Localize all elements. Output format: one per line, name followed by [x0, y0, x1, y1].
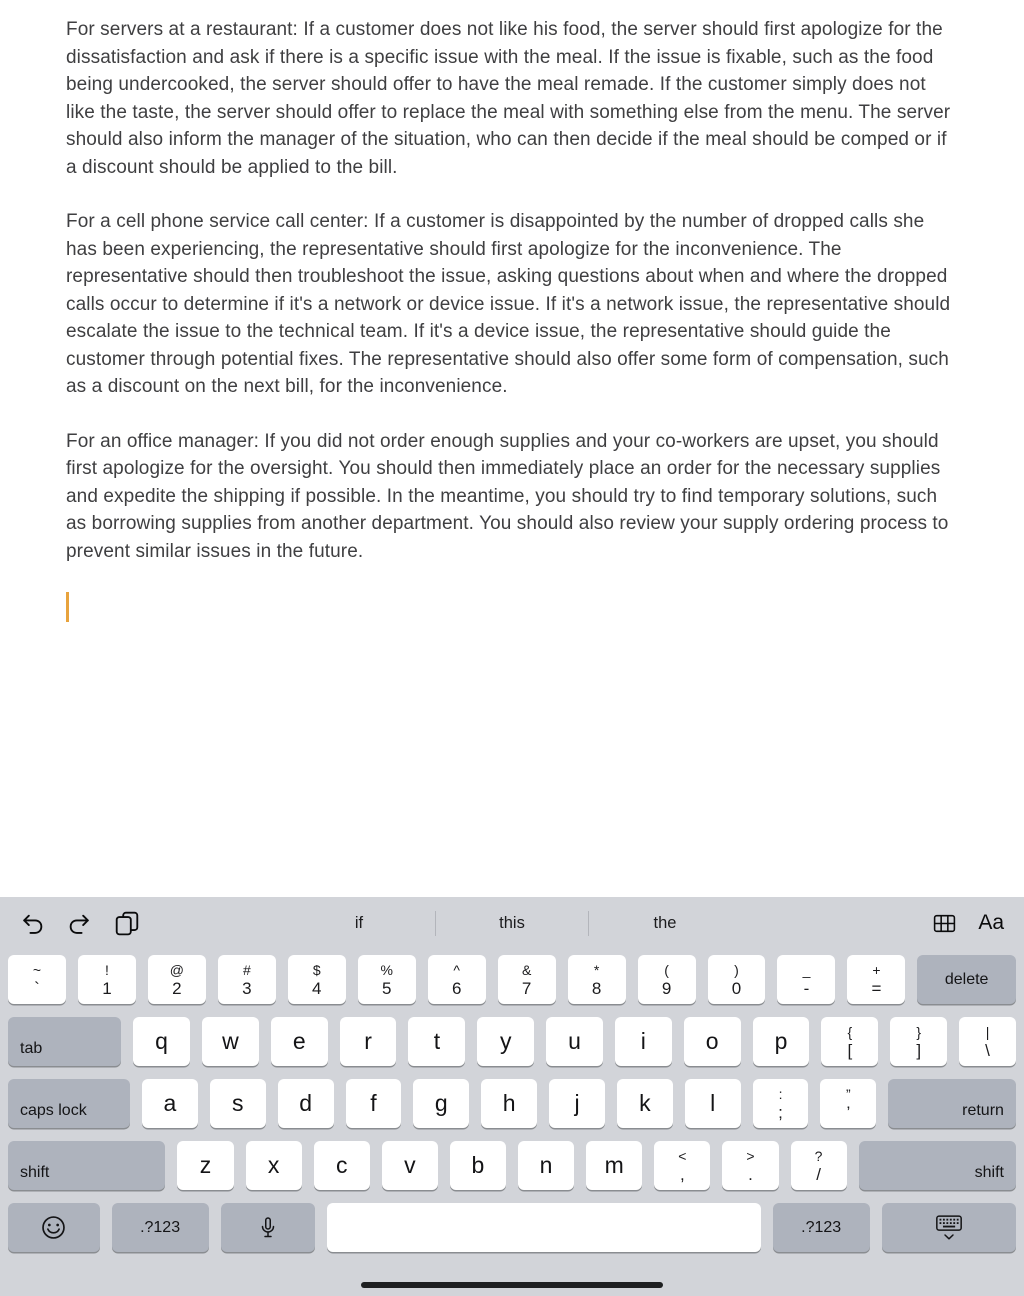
format-button[interactable]: Aa: [978, 911, 1004, 934]
undo-button[interactable]: [20, 911, 45, 936]
key-h[interactable]: [481, 1079, 537, 1128]
key-shift-symbol: _: [802, 961, 811, 978]
key-base-symbol: ’: [846, 1102, 851, 1122]
key-label: y: [499, 1028, 512, 1054]
key-shift-symbol: %: [380, 961, 393, 978]
key-left-bracket[interactable]: [821, 1017, 878, 1066]
key-shift-symbol: ): [734, 961, 739, 978]
key-u[interactable]: [546, 1017, 603, 1066]
key-label: t: [433, 1028, 441, 1054]
key-z[interactable]: [177, 1141, 233, 1190]
key-l[interactable]: [685, 1079, 741, 1128]
key-p[interactable]: [753, 1017, 810, 1066]
key-space[interactable]: [327, 1203, 760, 1252]
key-shift-symbol: <: [678, 1147, 687, 1164]
paragraph: For a cell phone service call center: If a customer is disappointed by the number of dropped calls she has been experiencing, the representative should first apologize for the inconvenience. The representative should then troubleshoot the issue, asking questions about when and where the dropped calls occur to determine if it's a network or device issue. If it's a network issue, the representative should escalate the issue to the technical team. If it's a device issue, the representative should guide the customer through potential fixes. The representative should also offer some form of compensation, such as a discount on the next bill, for the inconvenience.: [66, 211, 951, 397]
key-emoji[interactable]: [8, 1203, 100, 1252]
key-shift-symbol: +: [872, 961, 881, 978]
paste-button[interactable]: [114, 910, 140, 936]
key-base-symbol: .: [748, 1164, 753, 1184]
key-shift-symbol: ^: [453, 961, 460, 978]
suggestion-1[interactable]: if: [354, 913, 364, 932]
undo-icon: [20, 911, 45, 936]
key-9[interactable]: [638, 955, 696, 1004]
keyboard-row: [8, 955, 1016, 1004]
redo-icon: [67, 911, 92, 936]
key-base-symbol: 3: [242, 978, 252, 998]
key-label: n: [539, 1152, 553, 1178]
keyboard-row: [8, 1141, 1016, 1190]
key-return[interactable]: [888, 1079, 1016, 1128]
keyboard-toolbar: [0, 897, 1024, 949]
grid-icon: [931, 911, 958, 936]
key-7[interactable]: [498, 955, 556, 1004]
keyboard-rows: [0, 949, 1024, 1252]
mic-icon: [256, 1215, 280, 1241]
key-r[interactable]: [340, 1017, 397, 1066]
key-d[interactable]: [278, 1079, 334, 1128]
key-base-symbol: ;: [778, 1102, 783, 1122]
key-label: shift: [20, 1164, 50, 1181]
key-label: return: [962, 1102, 1004, 1119]
key-base-symbol: [: [847, 1040, 853, 1060]
toolbar-right-group: [931, 911, 1004, 936]
key-period[interactable]: [722, 1141, 778, 1190]
key-label: r: [364, 1028, 372, 1054]
key-label: d: [299, 1090, 313, 1116]
key-3[interactable]: [218, 955, 276, 1004]
key-s[interactable]: [210, 1079, 266, 1128]
key-t[interactable]: [408, 1017, 465, 1066]
key-o[interactable]: [684, 1017, 741, 1066]
key-base-symbol: /: [816, 1164, 821, 1184]
key-shift-symbol: ~: [32, 961, 42, 978]
key-q[interactable]: [133, 1017, 190, 1066]
key-label: q: [155, 1028, 168, 1054]
dismiss-icon: [933, 1214, 965, 1242]
key-e[interactable]: [271, 1017, 328, 1066]
text-cursor: [66, 592, 69, 622]
paragraph: For an office manager: If you did not order enough supplies and your co-workers are upset, you should first apologize for the oversight. You should then immediately place an order for the necessary supplies and expedite the shipping if possible. In the meantime, you should try to find temporary solutions, such as borrowing supplies from another department. You should also review your supply ordering process to prevent similar issues in the future.: [66, 430, 949, 562]
key-label: s: [232, 1090, 244, 1116]
key-w[interactable]: [202, 1017, 259, 1066]
key-dictation[interactable]: [221, 1203, 316, 1252]
key-quote[interactable]: [820, 1079, 876, 1128]
key-label: h: [502, 1090, 516, 1116]
keyboard-row: [8, 1203, 1016, 1252]
keyboard-row: [8, 1017, 1016, 1066]
key-j[interactable]: [549, 1079, 605, 1128]
key-tab[interactable]: [8, 1017, 121, 1066]
key-label: g: [434, 1090, 448, 1116]
key-shift-symbol: {: [847, 1023, 853, 1040]
key-grave[interactable]: [8, 955, 66, 1004]
key-shift-symbol: !: [104, 961, 109, 978]
key-base-symbol: 8: [591, 978, 602, 998]
key-label: a: [163, 1090, 177, 1116]
key-x[interactable]: [246, 1141, 302, 1190]
key-base-symbol: -: [803, 978, 810, 998]
key-g[interactable]: [413, 1079, 469, 1128]
key-shift-symbol: ?: [814, 1147, 823, 1164]
key-label: b: [471, 1152, 485, 1178]
key-base-symbol: `: [34, 978, 40, 998]
key-i[interactable]: [615, 1017, 672, 1066]
key-delete[interactable]: [917, 955, 1016, 1004]
key-shift-symbol: :: [778, 1085, 783, 1102]
key-label: c: [335, 1152, 348, 1178]
key-numbers-left[interactable]: [112, 1203, 209, 1252]
key-y[interactable]: [477, 1017, 534, 1066]
key-hyphen[interactable]: [777, 955, 835, 1004]
key-label: shift: [974, 1164, 1004, 1181]
key-label: p: [774, 1028, 788, 1054]
key-label: l: [710, 1090, 716, 1116]
key-base-symbol: 4: [312, 978, 322, 998]
key-shift-symbol: (: [664, 961, 669, 978]
key-label: f: [370, 1090, 377, 1116]
onscreen-keyboard: [0, 897, 1024, 1296]
key-v[interactable]: [382, 1141, 438, 1190]
key-base-symbol: ,: [679, 1164, 685, 1184]
key-label: .?123: [801, 1218, 842, 1236]
key-base-symbol: 9: [661, 978, 672, 998]
paragraph: For servers at a restaurant: If a customer does not like his food, the server should first apologize for the dissatisfaction and ask if there is a specific issue with the meal. If the issue is fixable, such as the food being undercooked, the server should offer to have the meal remade. If the customer simply does not like the taste, the server should offer to replace the meal with something else from the menu. The server should also inform the manager of the situation, who can then decide if the meal should be comped or if a discount should be applied to the bill.: [66, 19, 951, 178]
home-indicator[interactable]: [361, 1282, 663, 1288]
emoji-icon: [40, 1214, 67, 1241]
paste-icon: [114, 910, 140, 936]
key-label: e: [292, 1028, 306, 1054]
key-k[interactable]: [617, 1079, 673, 1128]
key-shift-symbol: *: [593, 961, 600, 978]
key-base-symbol: 2: [172, 978, 182, 998]
grid-button[interactable]: [931, 911, 958, 936]
key-numbers-right[interactable]: [773, 1203, 870, 1252]
key-shift-symbol: #: [242, 961, 251, 978]
key-label: delete: [944, 970, 989, 988]
key-shift-symbol: $: [312, 961, 321, 978]
key-shift-left[interactable]: [8, 1141, 165, 1190]
key-base-symbol: ]: [916, 1040, 922, 1060]
key-shift-symbol: |: [985, 1023, 990, 1040]
key-dismiss-keyboard[interactable]: [882, 1203, 1016, 1252]
key-equals[interactable]: [847, 955, 905, 1004]
key-label: o: [705, 1028, 719, 1054]
key-f[interactable]: [346, 1079, 402, 1128]
key-0[interactable]: [708, 955, 766, 1004]
key-label: tab: [20, 1040, 43, 1057]
key-6[interactable]: [428, 955, 486, 1004]
key-backslash[interactable]: [959, 1017, 1016, 1066]
keyboard-row: [8, 1079, 1016, 1128]
key-base-symbol: 6: [451, 978, 462, 998]
key-base-symbol: \: [985, 1040, 990, 1060]
key-base-symbol: 7: [521, 978, 532, 998]
suggestion-2[interactable]: this: [499, 913, 525, 932]
key-caps-lock[interactable]: [8, 1079, 130, 1128]
key-base-symbol: =: [871, 978, 882, 998]
key-semicolon[interactable]: [753, 1079, 809, 1128]
key-label: v: [404, 1152, 416, 1178]
key-label: .?123: [140, 1218, 181, 1236]
key-base-symbol: 1: [102, 978, 112, 998]
key-slash[interactable]: [791, 1141, 847, 1190]
key-label: u: [568, 1028, 581, 1054]
key-label: k: [639, 1090, 651, 1116]
key-label: x: [267, 1152, 280, 1178]
key-shift-symbol: ”: [846, 1085, 851, 1102]
key-1[interactable]: [78, 955, 136, 1004]
toolbar-left-group: [20, 910, 140, 936]
key-comma[interactable]: [654, 1141, 710, 1190]
key-label: j: [574, 1090, 580, 1116]
key-label: w: [222, 1028, 239, 1054]
key-shift-symbol: }: [916, 1023, 922, 1040]
key-n[interactable]: [518, 1141, 574, 1190]
key-8[interactable]: [568, 955, 626, 1004]
suggestion-3[interactable]: the: [653, 913, 677, 932]
key-shift-symbol: &: [521, 961, 532, 978]
redo-button[interactable]: [67, 911, 92, 936]
key-base-symbol: 0: [731, 978, 742, 998]
key-label: z: [199, 1152, 212, 1178]
key-right-bracket[interactable]: [890, 1017, 947, 1066]
key-2[interactable]: [148, 955, 206, 1004]
key-base-symbol: 5: [382, 978, 392, 998]
key-label: i: [640, 1028, 646, 1054]
key-c[interactable]: [314, 1141, 370, 1190]
key-label: m: [604, 1152, 624, 1178]
key-m[interactable]: [586, 1141, 642, 1190]
key-label: caps lock: [20, 1102, 87, 1119]
key-b[interactable]: [450, 1141, 506, 1190]
key-a[interactable]: [142, 1079, 198, 1128]
key-shift-symbol: >: [746, 1147, 755, 1164]
key-shift-right[interactable]: [859, 1141, 1016, 1190]
key-shift-symbol: @: [169, 961, 184, 978]
key-5[interactable]: [358, 955, 416, 1004]
key-4[interactable]: [288, 955, 346, 1004]
document-text: [66, 16, 958, 565]
predictive-bar: [283, 897, 741, 949]
